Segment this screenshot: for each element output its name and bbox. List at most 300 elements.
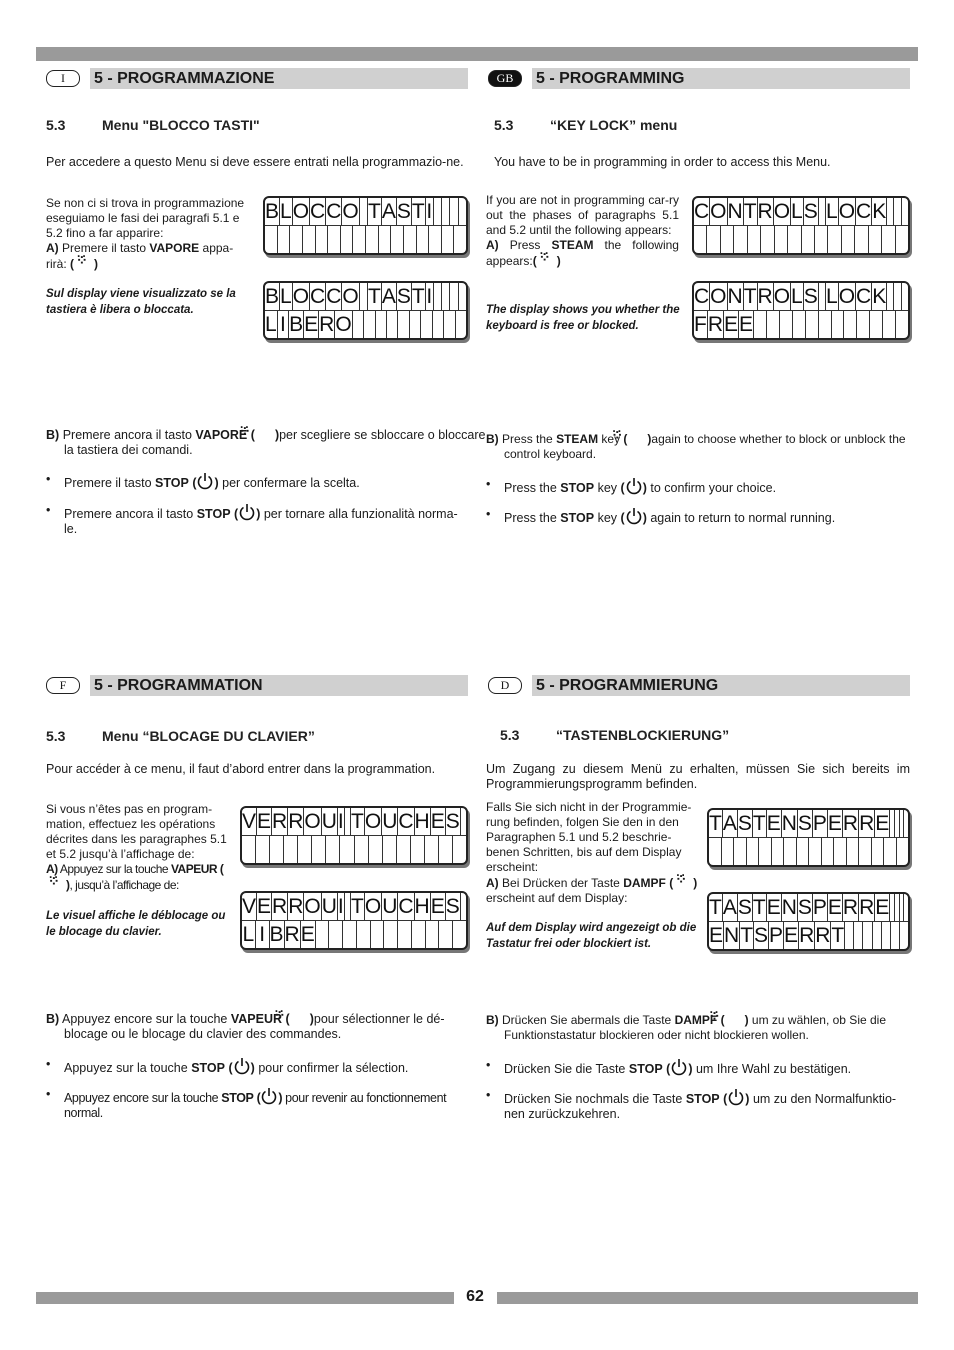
step-a-text-post: the following appears: <box>486 238 679 268</box>
lcd-cell: R <box>272 895 288 918</box>
lcd-cell <box>325 836 339 863</box>
lcd-cell: O <box>292 285 310 308</box>
lcd-cell: S <box>396 200 411 223</box>
lcd-cell: S <box>396 285 411 308</box>
section-title-gb: 5 - PROGRAMMING <box>532 68 910 89</box>
subsection-heading-it <box>46 117 260 133</box>
lcd-cell <box>425 921 439 948</box>
bullet-fr-1: • Appuyez sur la touche STOP ( ) pour confirmer la sélection. <box>46 1057 468 1076</box>
lcd-cell: C <box>398 810 414 833</box>
lcd-cell: F <box>694 313 707 336</box>
intro-paragraph: Per accedere a questo Menu si deve essere entrati nella programmazio-ne. <box>46 155 464 169</box>
steps-paragraph: If you are not in programming car-ry out the phases of paragraphs 5.1 and 5.2 until the following appears: <box>486 193 679 237</box>
lcd-cell: T <box>351 895 364 918</box>
lcd-cell: O <box>710 285 727 308</box>
lcd-cell <box>774 226 787 253</box>
lcd-cell <box>808 838 821 865</box>
lcd-row-2 <box>709 837 908 865</box>
step-b-text: Appuyez encore sur la touche <box>62 1012 228 1026</box>
lcd-display-de-1 <box>707 808 910 867</box>
lcd-cell: L <box>265 313 277 336</box>
lcd-cell: C <box>856 285 872 308</box>
lcd-cell: T <box>368 200 381 223</box>
subsection-number: 5.3 <box>494 117 514 133</box>
lcd-cell <box>411 921 425 948</box>
lcd-cell <box>378 226 391 253</box>
steps-paragraph: Se non ci si trova in programmazione eseguiamo le fasi dei paragrafi 5.1 e 5.2 fino a far apparire: <box>46 196 245 240</box>
display-note-it: Sul display viene visualizzato se la tastiera è libera o bloccata. <box>46 288 236 316</box>
lcd-display-gb-2 <box>692 281 910 340</box>
lcd-cell: E <box>784 924 799 947</box>
lcd-row-1 <box>242 893 466 920</box>
lcd-cell <box>903 810 908 837</box>
power-icon <box>625 477 643 495</box>
intro-text-gb <box>494 155 910 170</box>
lcd-cell <box>242 836 255 863</box>
lcd-cell <box>844 922 853 949</box>
lcd-cell: A <box>722 896 737 919</box>
lcd-cell <box>856 311 869 338</box>
lcd-cell <box>766 311 779 338</box>
lcd-cell: O <box>342 285 359 308</box>
lcd-cell <box>382 836 396 863</box>
lcd-cell: N <box>781 896 797 919</box>
step-a-key: STEAM <box>551 238 594 252</box>
lcd-cell <box>886 198 893 225</box>
lcd-cell <box>383 921 397 948</box>
intro-text-de <box>486 762 910 792</box>
lcd-cell: U <box>382 810 398 833</box>
lcd-row-1 <box>265 198 466 225</box>
lcd-cell: O <box>710 200 727 223</box>
step-b-label: B) <box>46 1012 60 1026</box>
lcd-cell: P <box>812 896 827 919</box>
step-b-text: Premere ancora il tasto <box>62 428 192 442</box>
lcd-cell: E <box>724 313 739 336</box>
step-a-key: DAMPF <box>623 876 666 890</box>
lcd-cell: N <box>724 924 740 947</box>
lcd-cell: C <box>326 200 342 223</box>
step-b-label: B) <box>486 1013 499 1027</box>
bullet-it-2: • Premere ancora il tasto STOP ( ) per tornare alla funzionalità norma-le. <box>46 503 468 537</box>
lcd-cell <box>721 838 734 865</box>
steam-icon <box>290 1011 310 1024</box>
lcd-cell <box>409 311 420 338</box>
bullet-fr-2: • Appuyez encore sur la touche STOP ( ) pour revenir au fonctionnement normal. <box>46 1087 468 1121</box>
lcd-cell <box>901 198 908 225</box>
lcd-cell: O <box>304 810 321 833</box>
lcd-row-2 <box>694 310 908 338</box>
lcd-cell <box>792 311 805 338</box>
lcd-cell: A <box>381 285 396 308</box>
lcd-row-2 <box>709 921 908 949</box>
lcd-cell <box>368 836 382 863</box>
lcd-row-2 <box>242 835 466 863</box>
step-b-key: STEAM <box>556 432 599 446</box>
lcd-display-de-2 <box>707 892 910 951</box>
lcd-cell: S <box>797 896 812 919</box>
intro-text-fr <box>46 762 468 777</box>
lcd-cell: S <box>754 924 769 947</box>
lcd-cell <box>896 838 909 865</box>
lcd-cell <box>428 226 441 253</box>
lcd-cell: O <box>335 313 352 336</box>
lcd-cell: I <box>337 810 344 833</box>
lcd-cell: C <box>310 200 326 223</box>
top-rule <box>36 47 918 61</box>
lcd-cell: C <box>694 285 710 308</box>
lcd-cell <box>872 922 881 949</box>
lcd-cell <box>363 311 374 338</box>
lcd-cell: R <box>842 812 859 835</box>
lcd-cell <box>709 838 721 865</box>
lcd-cell <box>886 283 893 310</box>
lcd-cell <box>386 311 397 338</box>
lcd-display-fr-1 <box>240 806 468 865</box>
lcd-cell <box>433 283 441 310</box>
section-header-de <box>488 675 910 696</box>
lcd-cell <box>818 283 825 310</box>
power-icon <box>260 1087 278 1105</box>
lcd-cell: N <box>781 812 797 835</box>
lcd-cell: R <box>272 810 288 833</box>
lcd-cell <box>269 836 283 863</box>
steam-icon <box>673 875 693 888</box>
subsection-heading-de <box>500 727 729 743</box>
section-title-de: 5 - PROGRAMMIERUNG <box>532 675 910 696</box>
lcd-cell: U <box>321 810 337 833</box>
lcd-cell: O <box>773 285 791 308</box>
lcd-cell: S <box>803 200 818 223</box>
lcd-cell: T <box>752 812 766 835</box>
lcd-cell <box>315 226 328 253</box>
lcd-cell <box>397 311 408 338</box>
lcd-cell: E <box>827 896 842 919</box>
step-b-text-post: again to choose whether to block or unblock the control keyboard. <box>504 432 906 461</box>
subsection-heading-fr <box>46 728 315 744</box>
lcd-cell <box>390 226 403 253</box>
lcd-cell <box>315 921 329 948</box>
lcd-cell <box>895 311 908 338</box>
lcd-cell: I <box>277 311 288 338</box>
lcd-cell: H <box>414 895 430 918</box>
subsection-number: 5.3 <box>500 727 520 743</box>
lcd-cell <box>449 198 457 225</box>
lcd-cell: U <box>382 895 398 918</box>
lcd-cell <box>862 922 871 949</box>
bullet-text-post: per confermare la scelta. <box>222 476 360 490</box>
lcd-display-it-2 <box>263 281 468 340</box>
lcd-cell <box>895 226 908 253</box>
lcd-cell <box>746 838 759 865</box>
bullet-key: STOP <box>196 507 231 521</box>
lcd-cell: B <box>265 200 280 223</box>
lcd-row-1 <box>709 810 908 837</box>
lcd-cell <box>443 311 454 338</box>
lcd-cell: R <box>859 896 875 919</box>
lcd-cell <box>432 311 443 338</box>
lcd-cell: S <box>737 812 752 835</box>
subsection-heading-gb <box>494 117 677 133</box>
lcd-cell: K <box>872 200 887 223</box>
lcd-cell <box>460 808 466 835</box>
step-b-it: B) Premere ancora il tasto VAPORE (· · ⁘ )per scegliere se sbloccare o bloccare la tastiera dei comandi. <box>46 427 486 458</box>
lcd-cell <box>277 226 290 253</box>
bullet-gb-1: • Press the STOP key ( ) to confirm your choice. <box>486 477 910 496</box>
lcd-cell <box>458 283 466 310</box>
step-a-label: A) <box>486 238 499 252</box>
lcd-row-1 <box>242 808 466 835</box>
lcd-cell: E <box>875 896 890 919</box>
step-b-key: DAMPF <box>674 1013 718 1027</box>
bullet-text-post: again to return to normal running. <box>650 511 836 525</box>
lcd-cell: N <box>727 200 743 223</box>
bullet-text: Appuyez sur la touche <box>64 1061 188 1075</box>
lcd-cell: E <box>430 810 445 833</box>
bullet-text-post: pour confirmer la sélection. <box>258 1061 409 1075</box>
lcd-cell: V <box>242 895 257 918</box>
lcd-cell: I <box>426 285 433 308</box>
step-b-text: Press the <box>502 432 553 446</box>
display-note-fr: Le visuel affiche le déblocage ou le blocage du clavier. <box>46 910 226 938</box>
steps-paragraph: Si vous n’êtes pas en program-mation, effectuez les opérations décrites dans les paragraphes 5.1 et 5.2 jusqu’à l’affichage de: <box>46 802 227 861</box>
step-a-text-post: erscheint auf dem Display: <box>486 891 628 905</box>
section-header-it <box>46 68 468 89</box>
lcd-row-1 <box>694 198 908 225</box>
lcd-cell: O <box>342 200 359 223</box>
lcd-cell <box>339 836 353 863</box>
section-title-fr: 5 - PROGRAMMATION <box>90 675 468 696</box>
lcd-cell <box>805 311 818 338</box>
intro-paragraph: Um Zugang zu diesem Menü zu erhalten, müssen Sie sich bereits im Programmierungsprogramm befinden. <box>486 762 910 791</box>
power-icon <box>670 1058 688 1076</box>
lcd-cell: R <box>815 924 831 947</box>
lcd-cell: E <box>875 812 890 835</box>
lcd-cell <box>841 226 854 253</box>
lcd-cell <box>890 922 899 949</box>
lcd-cell: O <box>364 810 382 833</box>
step-b-text-post: pour sélectionner le dé-blocage ou le blocage du clavier des commandes. <box>64 1012 445 1041</box>
bullet-key: STOP <box>155 476 189 490</box>
lcd-cell: I <box>337 895 344 918</box>
lcd-cell <box>753 311 766 338</box>
lcd-cell: E <box>257 810 272 833</box>
steps-text-fr: Si vous n’êtes pas en program-mation, effectuez les opérations décrites dans les paragraphes 5.1 et 5.2 jusqu’à l’affichage de: A) Appuyez sur la touche VAPEUR (· · ⁘), jusqu’à l’affichage de: <box>46 802 232 893</box>
lcd-cell: U <box>321 895 337 918</box>
lcd-cell <box>893 198 900 225</box>
lcd-cell: T <box>368 285 381 308</box>
lcd-cell <box>438 921 452 948</box>
lcd-row-1 <box>265 283 466 310</box>
lcd-cell <box>814 226 827 253</box>
lcd-cell <box>901 283 908 310</box>
bullet-text-post: pour revenir au fonctionnement normal. <box>64 1091 447 1120</box>
lcd-cell <box>801 226 814 253</box>
step-b-key: VAPORE <box>195 428 248 442</box>
bullet-it-1: • Premere il tasto STOP ( ) per confermare la scelta. <box>46 472 468 491</box>
section-header-fr <box>46 675 468 696</box>
lcd-display-gb-1 <box>692 196 910 255</box>
lcd-row-2 <box>242 920 466 948</box>
power-icon <box>196 472 214 490</box>
steps-text-gb: If you are not in programming car-ry out the phases of paragraphs 5.1 and 5.2 until the following appears: A) Press STEAM the following appears:(· · ⁘ ) <box>486 193 679 269</box>
step-a-label: A) <box>46 862 58 876</box>
lcd-cell: T <box>411 285 425 308</box>
lcd-cell: R <box>842 896 859 919</box>
intro-paragraph: You have to be in programming in order to access this Menu. <box>494 155 831 169</box>
section-header-gb <box>488 68 910 89</box>
lcd-cell <box>818 198 825 225</box>
lcd-cell: E <box>766 896 781 919</box>
lcd-cell: E <box>304 313 319 336</box>
step-a-text-post: , jusqu’à l’affichage de: <box>69 878 179 892</box>
lcd-cell <box>869 311 882 338</box>
lcd-cell <box>858 838 871 865</box>
lcd-cell: T <box>740 924 754 947</box>
lcd-cell <box>733 838 746 865</box>
lcd-cell <box>255 836 269 863</box>
bullet-key: STOP <box>685 1092 720 1106</box>
lcd-cell: L <box>826 200 838 223</box>
lcd-cell <box>441 226 454 253</box>
bullet-de-1: • Drücken Sie die Taste STOP ( ) um Ihre Wahl zu bestätigen. <box>486 1058 910 1077</box>
lcd-cell: S <box>445 895 460 918</box>
lcd-cell: S <box>737 896 752 919</box>
lcd-cell: T <box>743 200 757 223</box>
lcd-cell: B <box>265 285 280 308</box>
power-icon <box>625 507 643 525</box>
bullet-text: Premere ancora il tasto <box>64 507 194 521</box>
subsection-title: “TASTENBLOCKIERUNG” <box>556 727 730 743</box>
lcd-cell: E <box>257 895 272 918</box>
step-b-text: Drücken Sie abermals die Taste <box>502 1013 672 1027</box>
lcd-cell <box>796 838 809 865</box>
step-a-label: A) <box>486 876 499 890</box>
lcd-cell <box>881 922 890 949</box>
lcd-cell: C <box>326 285 342 308</box>
lcd-cell: E <box>430 895 445 918</box>
lcd-cell <box>758 838 771 865</box>
subsection-number: 5.3 <box>46 117 66 133</box>
display-note-de: Auf dem Display wird angezeigt ob die Tastatur frei oder blockiert ist. <box>486 922 697 950</box>
lcd-cell <box>311 836 325 863</box>
lcd-cell <box>359 283 367 310</box>
lcd-cell <box>871 838 884 865</box>
step-b-gb: B) Press the STEAM key (· · ⁘ )again to choose whether to block or unblock the control keyboard. <box>486 431 928 462</box>
section-title-it: 5 - PROGRAMMAZIONE <box>90 68 468 89</box>
bullet-text: Drücken Sie die Taste <box>504 1062 626 1076</box>
lcd-cell: R <box>319 313 335 336</box>
lcd-cell <box>843 311 856 338</box>
lcd-cell <box>747 226 760 253</box>
bullet-gb-2: • Press the STOP key ( ) again to return to normal running. <box>486 507 910 526</box>
steam-icon <box>74 256 94 269</box>
lcd-cell: V <box>242 810 257 833</box>
lcd-cell <box>410 836 424 863</box>
bullet-key: STOP <box>560 511 595 525</box>
lcd-cell: T <box>351 810 364 833</box>
flag-badge-de: D <box>488 677 522 694</box>
lcd-cell: H <box>414 810 430 833</box>
power-icon <box>233 1057 251 1075</box>
lcd-cell <box>327 226 340 253</box>
lcd-cell: T <box>752 896 766 919</box>
lcd-cell <box>694 226 706 253</box>
lcd-cell <box>854 226 867 253</box>
lcd-cell: S <box>797 812 812 835</box>
lcd-cell <box>787 226 800 253</box>
footer-rule-right <box>497 1292 918 1304</box>
bullet-key: STOP <box>560 481 595 495</box>
step-b-text-post: per scegliere se sbloccare o bloccare la tastiera dei comandi. <box>64 428 486 457</box>
lcd-cell <box>433 198 441 225</box>
lcd-cell <box>352 311 363 338</box>
lcd-cell <box>733 226 746 253</box>
lcd-cell: P <box>812 812 827 835</box>
lcd-cell: N <box>727 285 743 308</box>
lcd-cell <box>370 921 384 948</box>
lcd-row-2 <box>265 225 466 253</box>
bullet-key: STOP <box>221 1091 254 1105</box>
lcd-cell <box>452 836 466 863</box>
lcd-cell <box>289 226 302 253</box>
bullet-de-2: • Drücken Sie nochmals die Taste STOP ( ) um zu den Normalfunktio-nen zurückzukehren. <box>486 1088 910 1122</box>
lcd-row-1 <box>694 283 908 310</box>
lcd-display-fr-2 <box>240 891 468 950</box>
lcd-cell: C <box>856 200 872 223</box>
steam-icon <box>255 427 275 440</box>
bullet-text-post: um Ihre Wahl zu bestätigen. <box>695 1062 852 1076</box>
lcd-cell <box>297 836 311 863</box>
lcd-cell: L <box>280 200 292 223</box>
lcd-cell: E <box>300 923 315 946</box>
subsection-title: Menu "BLOCCO TASTI" <box>102 117 260 133</box>
bullet-key: STOP <box>191 1061 225 1075</box>
lcd-cell <box>397 921 411 948</box>
lcd-cell: S <box>803 285 818 308</box>
lcd-cell <box>453 226 466 253</box>
lcd-cell <box>265 226 277 253</box>
lcd-row-2 <box>265 310 466 338</box>
lcd-cell: R <box>799 924 815 947</box>
lcd-cell <box>354 836 368 863</box>
lcd-cell: O <box>773 200 791 223</box>
lcd-cell <box>283 836 297 863</box>
subsection-title: Menu “BLOCAGE DU CLAVIER” <box>102 728 315 744</box>
lcd-cell <box>779 311 792 338</box>
flag-badge-fr: F <box>46 677 80 694</box>
bullet-text-post: per tornare alla funzionalità norma-le. <box>64 507 458 536</box>
lcd-cell: T <box>743 285 757 308</box>
lcd-cell: R <box>284 923 300 946</box>
lcd-cell: O <box>838 285 856 308</box>
lcd-cell <box>342 921 356 948</box>
lcd-cell <box>359 198 367 225</box>
lcd-cell: T <box>411 200 425 223</box>
lcd-cell <box>441 283 449 310</box>
lcd-cell: O <box>364 895 382 918</box>
lcd-cell: T <box>709 896 722 919</box>
step-a-text: Appuyez sur la touche <box>59 862 169 876</box>
bullet-text: Drücken Sie nochmals die Taste <box>504 1092 683 1106</box>
lcd-cell <box>706 226 719 253</box>
lcd-cell <box>302 226 315 253</box>
lcd-cell: L <box>242 923 255 946</box>
display-note-gb: The display shows you whether the keyboard is free or blocked. <box>486 304 680 332</box>
lcd-cell: L <box>791 200 803 223</box>
lcd-cell <box>375 311 386 338</box>
lcd-cell <box>438 836 452 863</box>
